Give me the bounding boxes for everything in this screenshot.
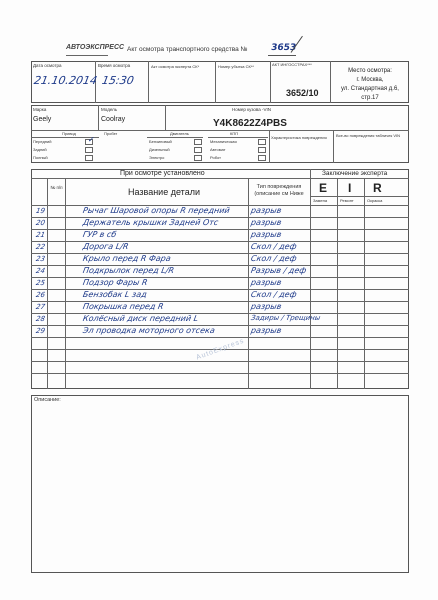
row-3-damage: разрыв	[250, 230, 283, 239]
engine-petrol: Бензиновый	[149, 139, 172, 144]
prior-damage-label: Все-во повреждения табличек VIN	[336, 133, 401, 138]
mileage-label: Пробег	[104, 131, 118, 136]
row-5-number: 23	[35, 255, 46, 263]
row-1-damage: разрыв	[250, 206, 283, 215]
gearbox-robot-checkbox[interactable]	[258, 155, 266, 161]
drive-front: Передний	[33, 139, 52, 144]
act-number: 3652/10	[286, 88, 319, 98]
vin-value: Y4K8622Z4PBS	[213, 118, 287, 129]
time-value: 15:30	[100, 74, 135, 87]
claim-number-label: Номер убытка СК**	[218, 64, 254, 69]
place-line-1: г. Москва,	[356, 77, 384, 83]
notes-box	[31, 395, 409, 573]
row-10-damage: Задиры / Трещины	[250, 314, 321, 322]
time-label: Время осмотра	[98, 63, 131, 68]
letter-i: I	[348, 181, 352, 195]
place-block	[333, 67, 407, 103]
make-value: Geely	[33, 116, 52, 123]
gearbox-manual-checkbox[interactable]	[258, 139, 266, 145]
engine-electric-checkbox[interactable]	[194, 155, 202, 161]
label-repair: Ремонт	[340, 198, 354, 203]
row-9-part: Покрышка перед R	[82, 302, 165, 311]
make-label: Марка	[33, 107, 47, 112]
engine-label: Двигатель	[170, 131, 189, 136]
engine-electric: Электро	[149, 155, 165, 160]
row-4-damage: Скол / деф	[250, 242, 298, 251]
gearbox-robot: Робот	[210, 155, 221, 160]
place-line-3: стр.17	[361, 95, 379, 101]
ingos-act-label: АКТ ИНГОССТРАХ***	[272, 62, 312, 67]
row-7-damage: разрыв	[250, 278, 283, 287]
row-7-part: Подзор Фары R	[82, 278, 149, 287]
expert-section-title: Заключение эксперта	[322, 170, 388, 177]
row-6-damage: Разрыв / деф	[250, 266, 307, 275]
drive-rear-checkbox[interactable]	[85, 147, 93, 153]
row-2-damage: разрыв	[250, 218, 283, 227]
vin-label: Номер кузова -VIN	[232, 107, 271, 112]
row-7-number: 25	[35, 279, 46, 287]
col-num-header: № п/п	[50, 185, 63, 190]
model-label: Модель	[101, 107, 118, 112]
col-name-header: Название детали	[128, 187, 200, 197]
row-5-damage: Скол / деф	[250, 254, 298, 263]
row-8-damage: Скол / деф	[250, 290, 298, 299]
row-1-number: 19	[35, 207, 46, 215]
watermark: AutoExpress	[195, 337, 246, 362]
damage-char-label: Характеристика повреждения	[271, 135, 327, 140]
engine-petrol-checkbox[interactable]	[194, 139, 202, 145]
drive-awd: Полный	[33, 155, 48, 160]
letter-e: E	[319, 181, 328, 195]
engine-diesel: Дизельный	[149, 147, 170, 152]
letter-r: R	[373, 181, 382, 195]
model-value: Coolray	[101, 116, 126, 123]
row-2-part: Держатель крышки Задней Отс	[82, 218, 220, 227]
document-number: 3653	[270, 43, 297, 53]
gearbox-manual: Механическая	[210, 139, 237, 144]
company-logo: АВТОЭКСПРЕСС	[66, 44, 108, 56]
notes-label: Описание:	[34, 397, 61, 403]
gearbox-auto-checkbox[interactable]	[258, 147, 266, 153]
engine-diesel-checkbox[interactable]	[194, 147, 202, 153]
row-1-part: Рычаг Шаровой опоры R передний	[82, 206, 231, 215]
row-10-part: Колёсный диск передний L	[82, 314, 199, 323]
row-11-damage: разрыв	[250, 326, 283, 335]
row-4-number: 22	[35, 243, 46, 251]
row-4-part: Дорога L/R	[82, 242, 130, 251]
drive-label: Привод	[62, 131, 76, 136]
place-line-2: ул. Стандартная д.6,	[341, 86, 399, 92]
gearbox-auto: Автомат	[210, 147, 226, 152]
table-section-title: При осмотре установлено	[120, 170, 205, 177]
row-11-part: Эл проводка моторного отсека	[82, 326, 216, 335]
col-damage-header: Тип повреждения (описание см Ниже	[254, 184, 304, 197]
document-number-underline	[268, 55, 296, 56]
row-6-number: 24	[35, 267, 46, 275]
row-2-number: 20	[35, 219, 46, 227]
drive-rear: Задний	[33, 147, 47, 152]
row-3-part: ГУР в сб	[82, 230, 118, 239]
row-8-number: 26	[35, 291, 46, 299]
label-paint: Окраска	[367, 198, 383, 203]
row-5-part: Крыло перед R Фара	[82, 254, 172, 263]
row-9-damage: разрыв	[250, 302, 283, 311]
drive-awd-checkbox[interactable]	[85, 155, 93, 161]
gearbox-label: КПП	[230, 131, 239, 136]
label-replace: Замена	[313, 198, 328, 203]
date-value: 21.10.2014	[32, 74, 99, 87]
place-label: Место осмотра:	[348, 68, 392, 74]
row-3-number: 21	[35, 231, 46, 239]
row-6-part: Подкрылок перед L/R	[82, 266, 175, 275]
row-8-part: Бензобак L зад	[82, 290, 148, 299]
drive-front-check: ✓	[87, 135, 96, 144]
date-label: Дата осмотра	[33, 63, 62, 68]
row-10-number: 28	[35, 315, 46, 323]
row-11-number: 29	[35, 327, 46, 335]
row-9-number: 27	[35, 303, 46, 311]
document-title: Акт осмотра транспортного средства №	[127, 46, 248, 53]
expert-act-label: Акт осмотра эксперта СК*	[151, 64, 200, 69]
